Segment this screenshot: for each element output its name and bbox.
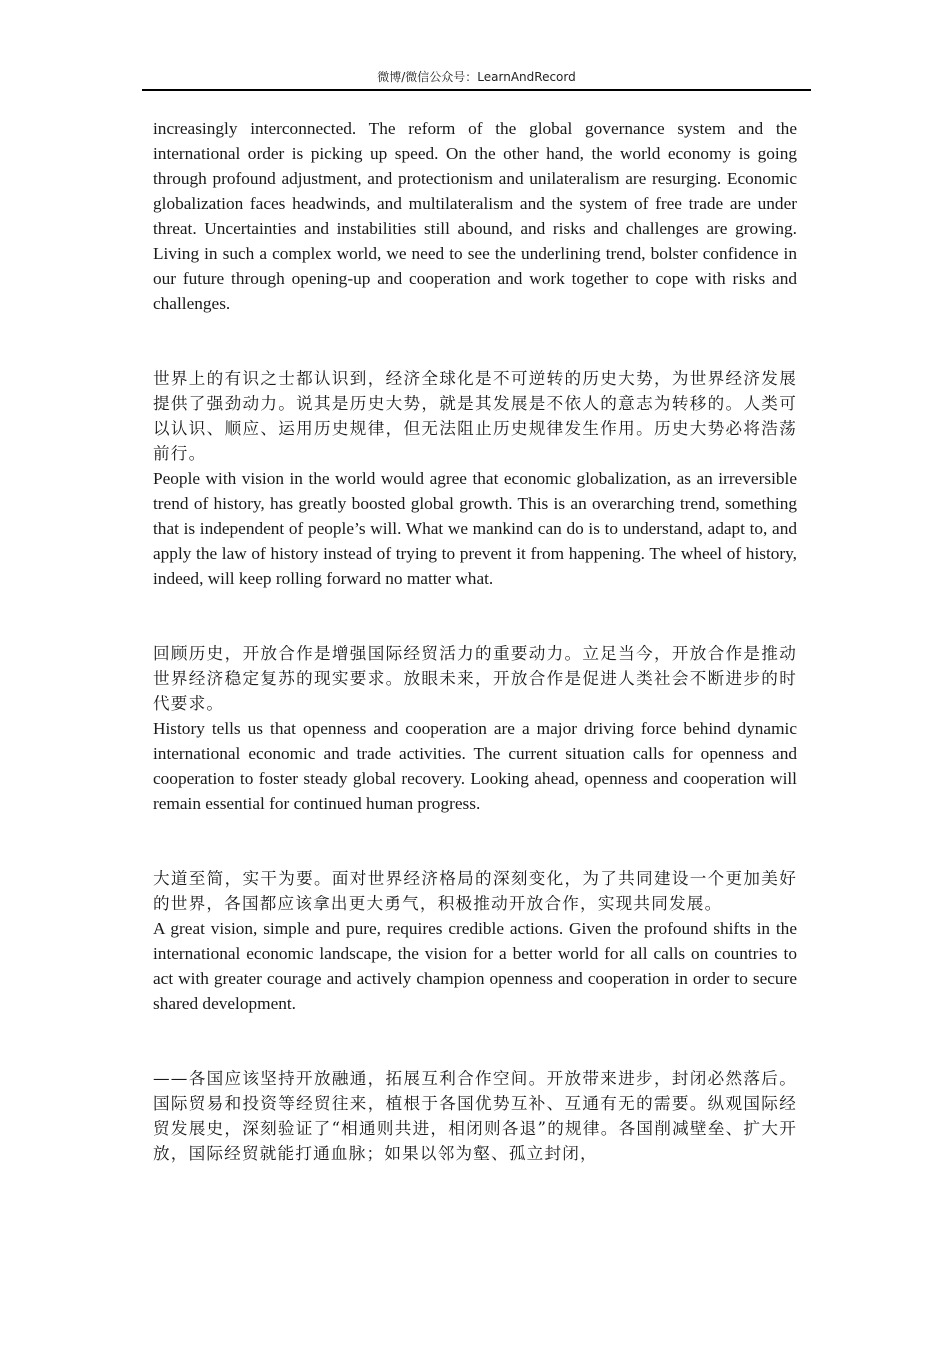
paragraph-en: People with vision in the world would agree that economic globalization, as an irreversible trend of history, has greatly boosted global growth. This is an overarching trend, something that is independent of people’s will. What we mankind can do is to understand, adapt to, and apply the law of history instead of trying to prevent it from happening. The wheel of history, indeed, will keep rolling forward no matter what. [153, 469, 797, 588]
paragraph-block-5 [153, 1066, 797, 1166]
paragraph-en: increasingly interconnected. The reform of the global governance system and the international order is picking up speed. On the other hand, the world economy is going through profound adjustment, and protectionism and unilateralism are resurging. Economic globalization faces headwinds, and multilateralism and the system of free trade are under threat. Uncertainties and instabilities still abound, and risks and challenges are growing. Living in such a complex world, we need to see the underlining trend, bolster confidence in our future through opening-up and cooperation and work together to cope with risks and challenges. [153, 119, 797, 313]
paragraph-gap [153, 1016, 797, 1066]
paragraph-gap [153, 591, 797, 641]
paragraph-en: History tells us that openness and cooperation are a major driving force behind dynamic international economic and trade activities. The current situation calls for openness and cooperation to foster steady global recovery. Looking ahead, openness and cooperation will remain essential for continued human progress. [153, 719, 797, 813]
paragraph-block-4 [153, 866, 797, 1016]
page-header [142, 64, 811, 91]
paragraph-en: A great vision, simple and pure, requires credible actions. Given the profound shifts in the international economic landscape, the vision for a better world for all calls on countries to act with greater courage and actively champion openness and cooperation in order to secure shared development. [153, 919, 797, 1013]
paragraph-gap [153, 816, 797, 866]
paragraph-zh: 世界上的有识之士都认识到，经济全球化是不可逆转的历史大势，为世界经济发展提供了强劲动力。说其是历史大势，就是其发展是不依人的意志为转移的。人类可以认识、顺应、运用历史规律，但无法阻止历史规律发生作用。历史大势必将浩荡前行。 [153, 369, 797, 463]
paragraph-zh: 回顾历史，开放合作是增强国际经贸活力的重要动力。立足当今，开放合作是推动世界经济稳定复苏的现实要求。放眼未来，开放合作是促进人类社会不断进步的时代要求。 [153, 644, 797, 713]
paragraph-gap [153, 316, 797, 366]
header-text: 微博/微信公众号：LearnAndRecord [377, 70, 576, 84]
document-body [153, 116, 797, 1166]
paragraph-block-1 [153, 116, 797, 316]
paragraph-zh: 大道至简，实干为要。面对世界经济格局的深刻变化，为了共同建设一个更加美好的世界，各国都应该拿出更大勇气，积极推动开放合作，实现共同发展。 [153, 869, 797, 913]
paragraph-zh: ——各国应该坚持开放融通，拓展互利合作空间。开放带来进步，封闭必然落后。国际贸易和投资等经贸往来，植根于各国优势互补、互通有无的需要。纵观国际经贸发展史，深刻验证了“相通则共进，相闭则各退”的规律。各国削减壁垒、扩大开放，国际经贸就能打通血脉；如果以邻为壑、孤立封闭， [153, 1069, 797, 1163]
paragraph-block-2 [153, 366, 797, 591]
paragraph-block-3 [153, 641, 797, 816]
